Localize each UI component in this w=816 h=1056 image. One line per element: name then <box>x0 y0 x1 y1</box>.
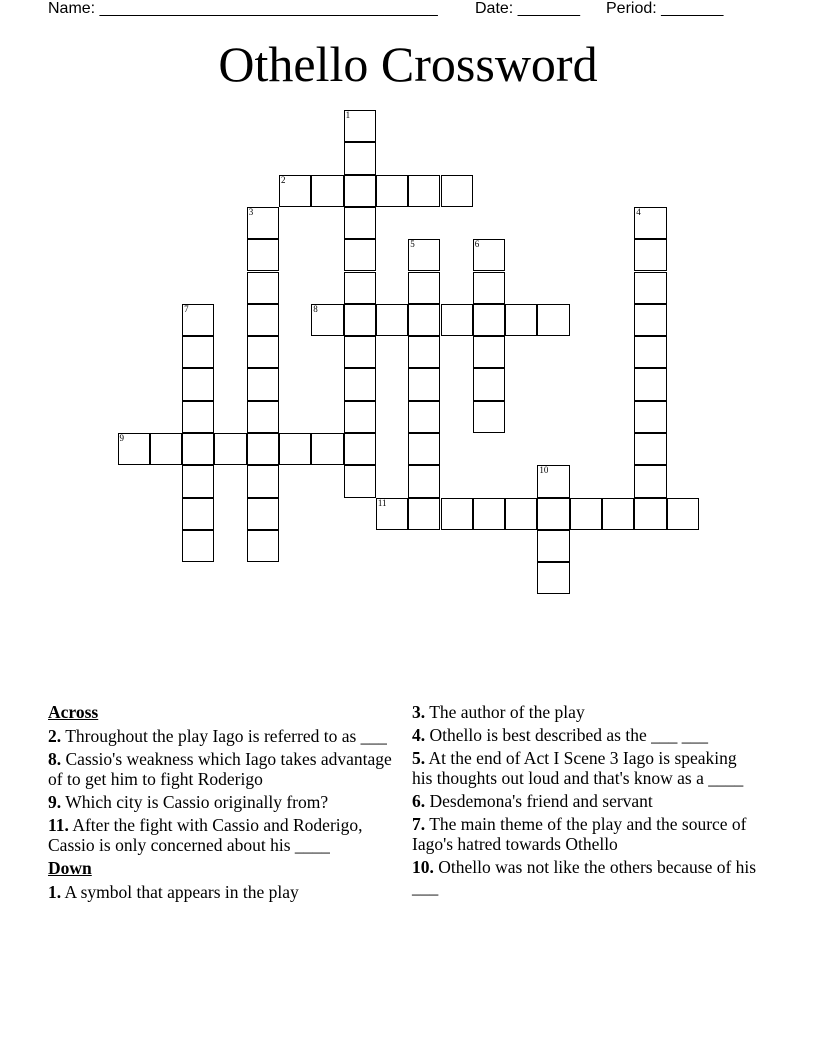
grid-cell[interactable] <box>344 368 376 400</box>
grid-cell[interactable] <box>473 498 505 530</box>
grid-cell[interactable] <box>634 401 666 433</box>
grid-cell[interactable] <box>537 304 569 336</box>
grid-cell[interactable] <box>537 530 569 562</box>
grid-cell[interactable] <box>247 401 279 433</box>
grid-cell[interactable] <box>344 207 376 239</box>
grid-cell[interactable] <box>247 465 279 497</box>
grid-cell[interactable] <box>537 562 569 594</box>
grid-cell[interactable] <box>247 498 279 530</box>
grid-cell[interactable] <box>247 304 279 336</box>
grid-cell[interactable] <box>214 433 246 465</box>
grid-cell[interactable] <box>408 239 440 271</box>
grid-cell[interactable] <box>182 465 214 497</box>
clue-down-3: 3. The author of the play <box>412 702 585 722</box>
grid-cell[interactable] <box>408 465 440 497</box>
clues-column-left <box>48 702 393 905</box>
grid-cell[interactable] <box>634 498 666 530</box>
grid-cell[interactable] <box>311 175 343 207</box>
grid-cell[interactable] <box>634 336 666 368</box>
grid-cell[interactable] <box>311 304 343 336</box>
clue-number: 6 <box>474 239 480 250</box>
grid-cell[interactable] <box>634 272 666 304</box>
grid-cell[interactable] <box>441 498 473 530</box>
clue-number: 5 <box>410 239 415 250</box>
grid-cell[interactable] <box>182 530 214 562</box>
grid-cell[interactable] <box>634 207 666 239</box>
grid-cell[interactable] <box>537 498 569 530</box>
grid-cell[interactable] <box>344 336 376 368</box>
grid-cell[interactable] <box>634 465 666 497</box>
grid-cell[interactable] <box>473 368 505 400</box>
date-field[interactable]: Date: _______ <box>475 0 580 17</box>
grid-cell[interactable] <box>344 110 376 142</box>
clue-down-4: 4. Othello is best described as the ___ ___ <box>412 725 708 745</box>
clue-across-2: 2. Throughout the play Iago is referred to as ___ <box>48 726 387 746</box>
grid-cell[interactable] <box>344 142 376 174</box>
grid-cell[interactable] <box>247 530 279 562</box>
grid-cell[interactable] <box>505 304 537 336</box>
clue-down-5: 5. At the end of Act I Scene 3 Iago is speaking his thoughts out loud and that's know as a ____ <box>412 748 744 788</box>
clue-down-10: 10. Othello was not like the others because of his ___ <box>412 857 757 897</box>
grid-cell[interactable] <box>344 401 376 433</box>
grid-cell[interactable] <box>537 465 569 497</box>
grid-cell[interactable] <box>408 401 440 433</box>
grid-cell[interactable] <box>473 304 505 336</box>
grid-cell[interactable] <box>311 433 343 465</box>
grid-cell[interactable] <box>441 304 473 336</box>
grid-cell[interactable] <box>408 498 440 530</box>
grid-cell[interactable] <box>182 304 214 336</box>
grid-cell[interactable] <box>150 433 182 465</box>
clue-down-7: 7. The main theme of the play and the source of Iago's hatred towards Othello <box>412 814 747 854</box>
grid-cell[interactable] <box>344 272 376 304</box>
grid-cell[interactable] <box>376 304 408 336</box>
grid-cell[interactable] <box>344 175 376 207</box>
grid-cell[interactable] <box>473 401 505 433</box>
clue-number: 7 <box>184 303 189 314</box>
grid-cell[interactable] <box>602 498 634 530</box>
grid-cell[interactable] <box>408 368 440 400</box>
grid-cell[interactable] <box>473 272 505 304</box>
grid-cell[interactable] <box>344 433 376 465</box>
down-heading: Down <box>48 858 92 878</box>
grid-cell[interactable] <box>441 175 473 207</box>
grid-cell[interactable] <box>408 175 440 207</box>
grid-cell[interactable] <box>408 304 440 336</box>
clue-number: 1 <box>345 110 351 120</box>
clue-number: 11 <box>377 497 387 508</box>
clue-number: 2 <box>281 174 286 185</box>
name-field[interactable]: Name: ______________________________________ <box>48 0 438 17</box>
grid-cell[interactable] <box>634 239 666 271</box>
grid-cell[interactable] <box>634 433 666 465</box>
grid-cell[interactable] <box>247 207 279 239</box>
grid-cell[interactable] <box>182 368 214 400</box>
grid-cell[interactable] <box>182 433 214 465</box>
grid-cell[interactable] <box>376 175 408 207</box>
grid-cell[interactable] <box>247 368 279 400</box>
grid-cell[interactable] <box>247 272 279 304</box>
grid-cell[interactable] <box>505 498 537 530</box>
grid-cell[interactable] <box>570 498 602 530</box>
grid-cell[interactable] <box>634 304 666 336</box>
grid-cell[interactable] <box>473 239 505 271</box>
grid-cell[interactable] <box>279 433 311 465</box>
page-title: Othello Crossword <box>218 36 598 92</box>
clue-down-6: 6. Desdemona's friend and servant <box>412 791 653 811</box>
grid-cell[interactable] <box>247 239 279 271</box>
clue-number: 3 <box>248 206 254 217</box>
grid-cell[interactable] <box>473 336 505 368</box>
clue-down-1: 1. A symbol that appears in the play <box>48 882 299 902</box>
grid-cell[interactable] <box>118 433 150 465</box>
grid-cell[interactable] <box>182 401 214 433</box>
grid-cell[interactable] <box>247 336 279 368</box>
grid-cell[interactable] <box>408 433 440 465</box>
clue-number: 10 <box>539 465 549 476</box>
grid-cell[interactable] <box>182 498 214 530</box>
grid-cell[interactable] <box>376 498 408 530</box>
clue-across-11: 11. After the fight with Cassio and Roderigo, Cassio is only concerned about his ____ <box>48 815 363 855</box>
grid-cell[interactable] <box>247 433 279 465</box>
clue-number: 8 <box>313 303 318 314</box>
grid-cell[interactable] <box>344 465 376 497</box>
clue-across-9: 9. Which city is Cassio originally from? <box>48 792 329 812</box>
clue-number: 9 <box>119 433 124 443</box>
grid-cell[interactable] <box>182 336 214 368</box>
grid-cell[interactable] <box>634 368 666 400</box>
grid-cell[interactable] <box>344 304 376 336</box>
clue-number: 4 <box>636 206 641 217</box>
grid-cell[interactable] <box>408 272 440 304</box>
grid-cell[interactable] <box>279 175 311 207</box>
across-heading: Across <box>48 702 99 722</box>
period-field[interactable]: Period: _______ <box>606 0 724 17</box>
grid-cell[interactable] <box>667 498 699 530</box>
clues-column-right <box>412 702 757 900</box>
grid-cell[interactable] <box>344 239 376 271</box>
clue-across-8: 8. Cassio's weakness which Iago takes advantage of to get him to fight Roderigo <box>48 749 392 789</box>
grid-cell[interactable] <box>408 336 440 368</box>
